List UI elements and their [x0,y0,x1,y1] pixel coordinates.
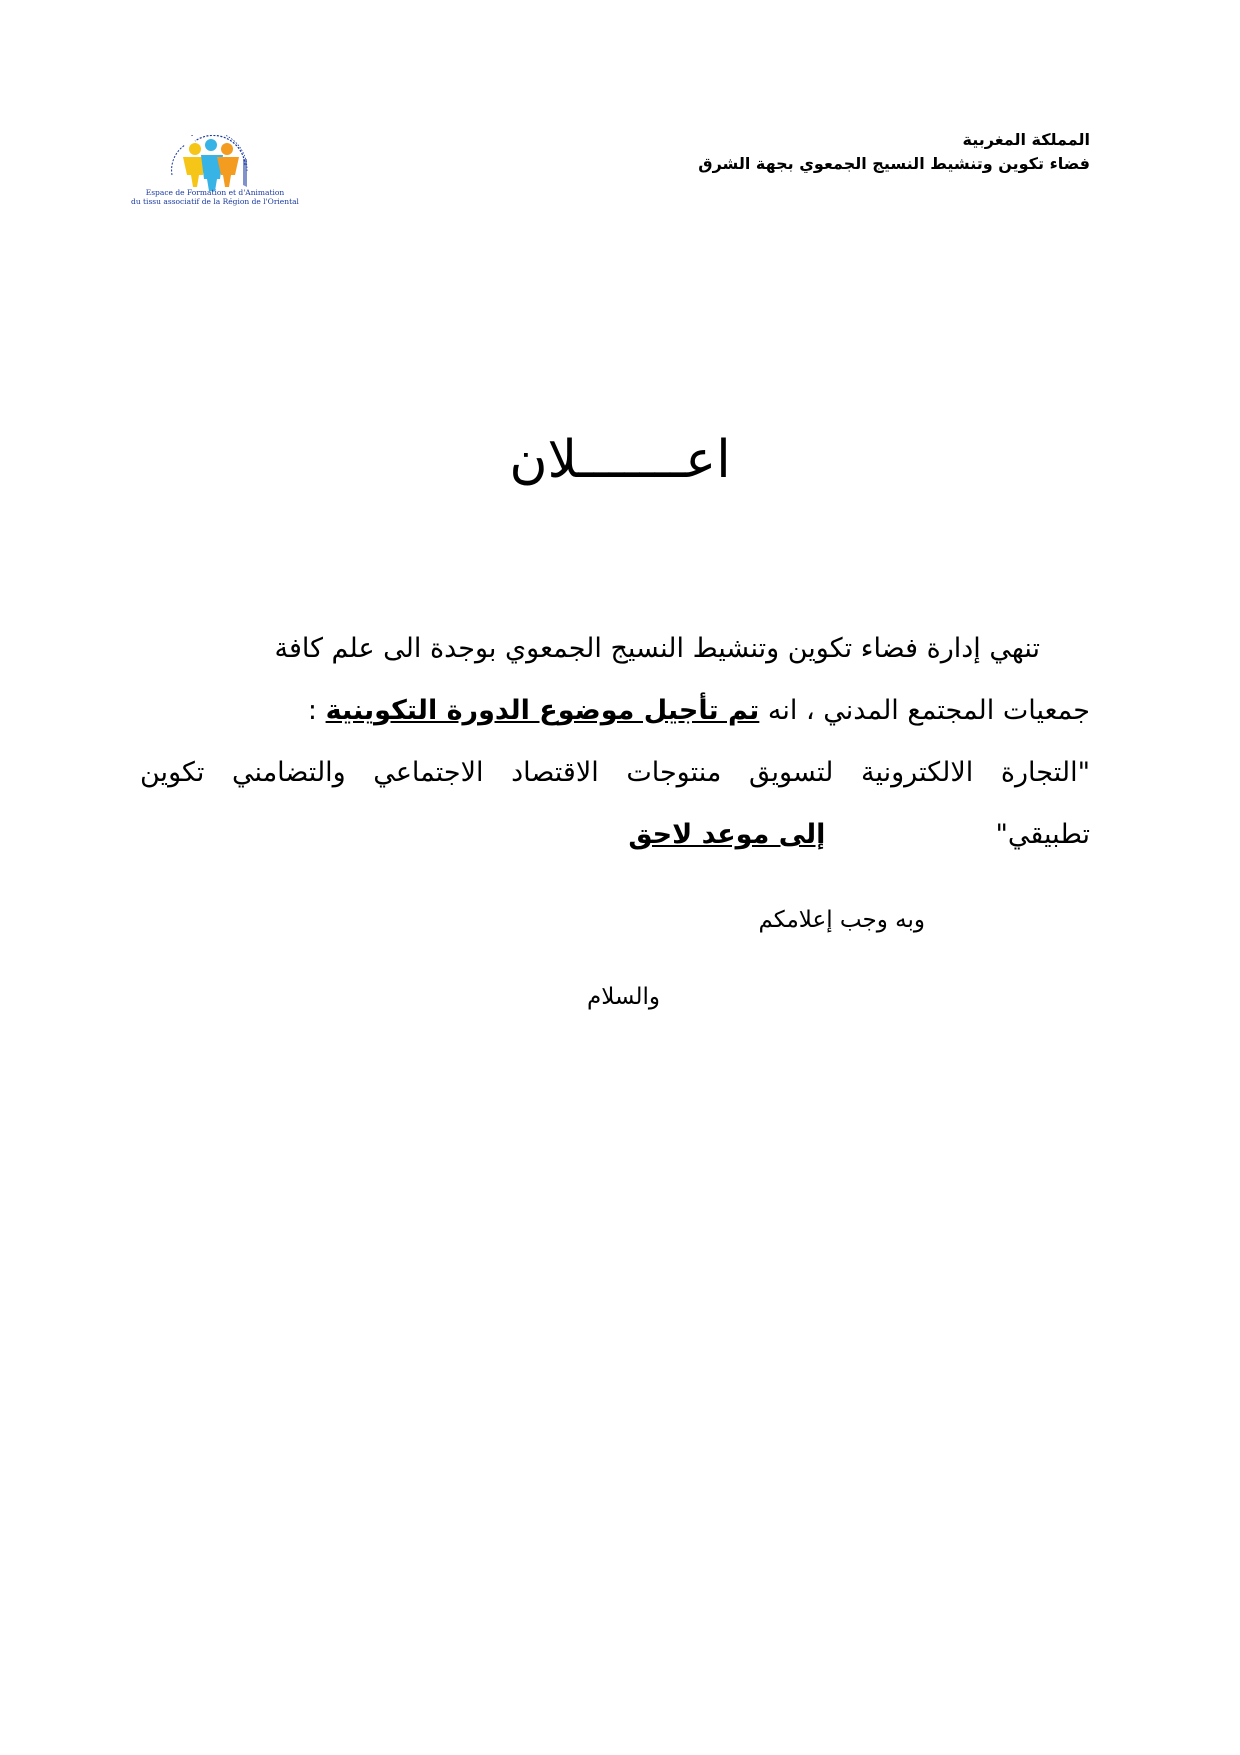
body-line: "التجارة الالكترونية لتسويق منتوجات الاقتصاد الاجتماعي والتضامني تكوين [140,757,1090,788]
announcement-title: اعـــــــلان [509,430,731,490]
closing-line: وبه وجب إعلامكم [758,907,925,933]
body-text: جمعيات المجتمع المدني ، انه [759,695,1090,726]
postponement-notice: تم تأجيل موضوع الدورة التكوينية [325,695,760,726]
announcement-body [140,618,1090,866]
logo-caption [126,188,304,206]
closing-salutation: والسلام [587,984,660,1010]
logo-caption-line: du tissu associatif de la Région de l'Oriental [131,197,299,206]
logo-caption-line: Espace de Formation et d'Animation [145,188,285,197]
organization-name: فضاء تكوين وتنشيط النسيج الجمعوي بجهة الشرق [698,154,1090,173]
body-line: تنهي إدارة فضاء تكوين وتنشيط النسيج الجمعوي بوجدة الى علم كافة [274,633,1040,664]
letterhead [698,128,1090,176]
body-line [140,680,1090,742]
body-line [140,804,1090,866]
body-text: : [307,695,326,726]
body-text: تطبيقي" [995,819,1090,850]
logo-emblem-icon [125,135,305,195]
postponed-until-later: إلى موعد لاحق [628,819,826,850]
kingdom-name: المملكة المغربية [962,130,1090,149]
